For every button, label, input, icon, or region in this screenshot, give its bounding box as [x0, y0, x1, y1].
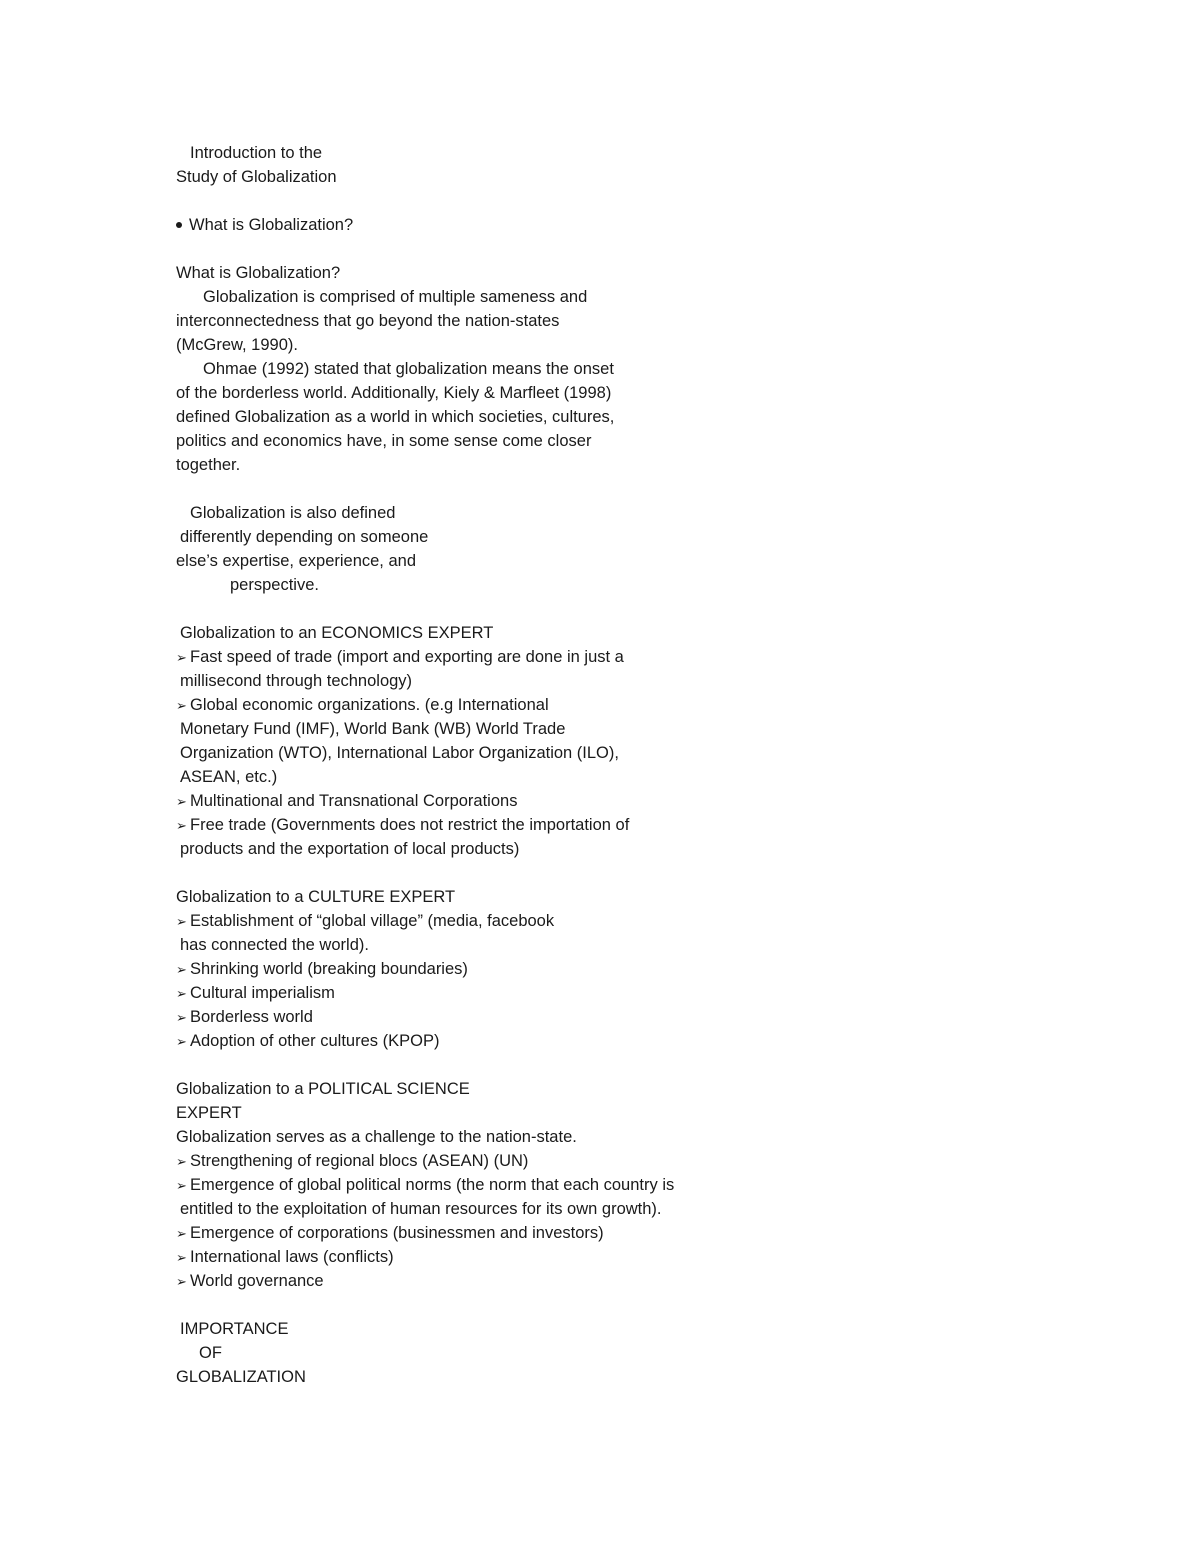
list-item-text: Multinational and Transnational Corporations: [190, 792, 518, 810]
list-item-text: World governance: [190, 1272, 324, 1290]
toc-item-label: What is Globalization?: [189, 216, 354, 234]
list-item: [176, 909, 776, 933]
list-item-text: Strengthening of regional blocs (ASEAN) (UN): [190, 1152, 529, 1170]
list-item: [176, 1197, 776, 1221]
paragraph-line: interconnectedness that go beyond the nation-states: [176, 312, 560, 330]
arrowhead-bullet-icon: ➢: [176, 794, 187, 809]
list-item-text: Establishment of “global village” (media, facebook: [190, 912, 555, 930]
list-item: [176, 933, 776, 957]
list-item-text: Shrinking world (breaking boundaries): [190, 960, 468, 978]
list-item: [176, 1269, 776, 1293]
importance-line-1: IMPORTANCE: [180, 1320, 289, 1338]
list-item-text: Monetary Fund (IMF), World Bank (WB) World Trade: [180, 720, 566, 738]
definition-line: differently depending on someone: [180, 528, 429, 546]
definition-line: Globalization is also defined: [190, 504, 396, 522]
paragraph-line: Globalization is comprised of multiple sameness and: [203, 288, 588, 306]
definition-line: perspective.: [230, 576, 319, 594]
document-body: [176, 141, 776, 1389]
arrowhead-bullet-icon: ➢: [176, 698, 187, 713]
political-heading-line-2: EXPERT: [176, 1104, 242, 1122]
definition-line: else’s expertise, experience, and: [176, 552, 417, 570]
paragraph-line: (McGrew, 1990).: [176, 336, 298, 354]
spacer: [176, 861, 776, 885]
arrowhead-bullet-icon: ➢: [176, 914, 187, 929]
list-item-text: Global economic organizations. (e.g International: [190, 696, 549, 714]
arrowhead-bullet-icon: ➢: [176, 1010, 187, 1025]
importance-line-2: OF: [199, 1344, 222, 1362]
list-item: [176, 981, 776, 1005]
spacer: [176, 1053, 776, 1077]
list-item-text: Emergence of global political norms (the norm that each country is: [190, 1176, 675, 1194]
list-item-text: Emergence of corporations (businessmen and investors): [190, 1224, 604, 1242]
list-item: [176, 1221, 776, 1245]
list-item-text: ASEAN, etc.): [180, 768, 278, 786]
list-item: [176, 765, 776, 789]
list-item-text: entitled to the exploitation of human resources for its own growth).: [180, 1200, 662, 1218]
culture-list: [176, 909, 776, 1053]
spacer: [176, 237, 776, 261]
bullet-dot-icon: [176, 222, 182, 228]
spacer: [176, 1293, 776, 1317]
arrowhead-bullet-icon: ➢: [176, 1034, 187, 1049]
arrowhead-bullet-icon: ➢: [176, 986, 187, 1001]
title-line-2: Study of Globalization: [176, 168, 337, 186]
list-item: [176, 1029, 776, 1053]
arrowhead-bullet-icon: ➢: [176, 962, 187, 977]
arrowhead-bullet-icon: ➢: [176, 650, 187, 665]
list-item: [176, 669, 776, 693]
arrowhead-bullet-icon: ➢: [176, 1178, 187, 1193]
economics-list: [176, 645, 776, 861]
culture-heading: Globalization to a CULTURE EXPERT: [176, 888, 456, 906]
economics-heading: Globalization to an ECONOMICS EXPERT: [180, 624, 494, 642]
list-item: [176, 1149, 776, 1173]
paragraph-line: politics and economics have, in some sense come closer: [176, 432, 592, 450]
arrowhead-bullet-icon: ➢: [176, 1250, 187, 1265]
list-item-text: International laws (conflicts): [190, 1248, 394, 1266]
list-item: [176, 1005, 776, 1029]
political-heading-line-1: Globalization to a POLITICAL SCIENCE: [176, 1080, 470, 1098]
list-item-text: millisecond through technology): [180, 672, 413, 690]
paragraph-line: defined Globalization as a world in which societies, cultures,: [176, 408, 615, 426]
political-intro: Globalization serves as a challenge to the nation-state.: [176, 1128, 577, 1146]
list-item: [176, 1245, 776, 1269]
toc-item: [176, 213, 776, 237]
list-item-text: Free trade (Governments does not restrict the importation of: [190, 816, 630, 834]
list-item-text: Fast speed of trade (import and exporting are done in just a: [190, 648, 624, 666]
list-item: [176, 957, 776, 981]
importance-line-3: GLOBALIZATION: [176, 1368, 306, 1386]
list-item-text: Organization (WTO), International Labor Organization (ILO),: [180, 744, 619, 762]
spacer: [176, 477, 776, 501]
list-item: [176, 693, 776, 717]
list-item-text: Adoption of other cultures (KPOP): [190, 1032, 440, 1050]
arrowhead-bullet-icon: ➢: [176, 818, 187, 833]
list-item: [176, 1173, 776, 1197]
list-item: [176, 813, 776, 837]
list-item: [176, 837, 776, 861]
political-list: [176, 1149, 776, 1293]
list-item-text: Cultural imperialism: [190, 984, 335, 1002]
list-item-text: has connected the world).: [180, 936, 369, 954]
intro-heading: What is Globalization?: [176, 264, 341, 282]
paragraph-line: together.: [176, 456, 241, 474]
spacer: [176, 597, 776, 621]
spacer: [176, 189, 776, 213]
paragraph-line: Ohmae (1992) stated that globalization means the onset: [203, 360, 614, 378]
list-item-text: products and the exportation of local products): [180, 840, 520, 858]
paragraph-line: of the borderless world. Additionally, Kiely & Marfleet (1998): [176, 384, 612, 402]
list-item: [176, 789, 776, 813]
arrowhead-bullet-icon: ➢: [176, 1154, 187, 1169]
list-item-text: Borderless world: [190, 1008, 313, 1026]
arrowhead-bullet-icon: ➢: [176, 1226, 187, 1241]
list-item: [176, 717, 776, 741]
list-item: [176, 741, 776, 765]
list-item: [176, 645, 776, 669]
title-line-1: Introduction to the: [190, 144, 323, 162]
arrowhead-bullet-icon: ➢: [176, 1274, 187, 1289]
